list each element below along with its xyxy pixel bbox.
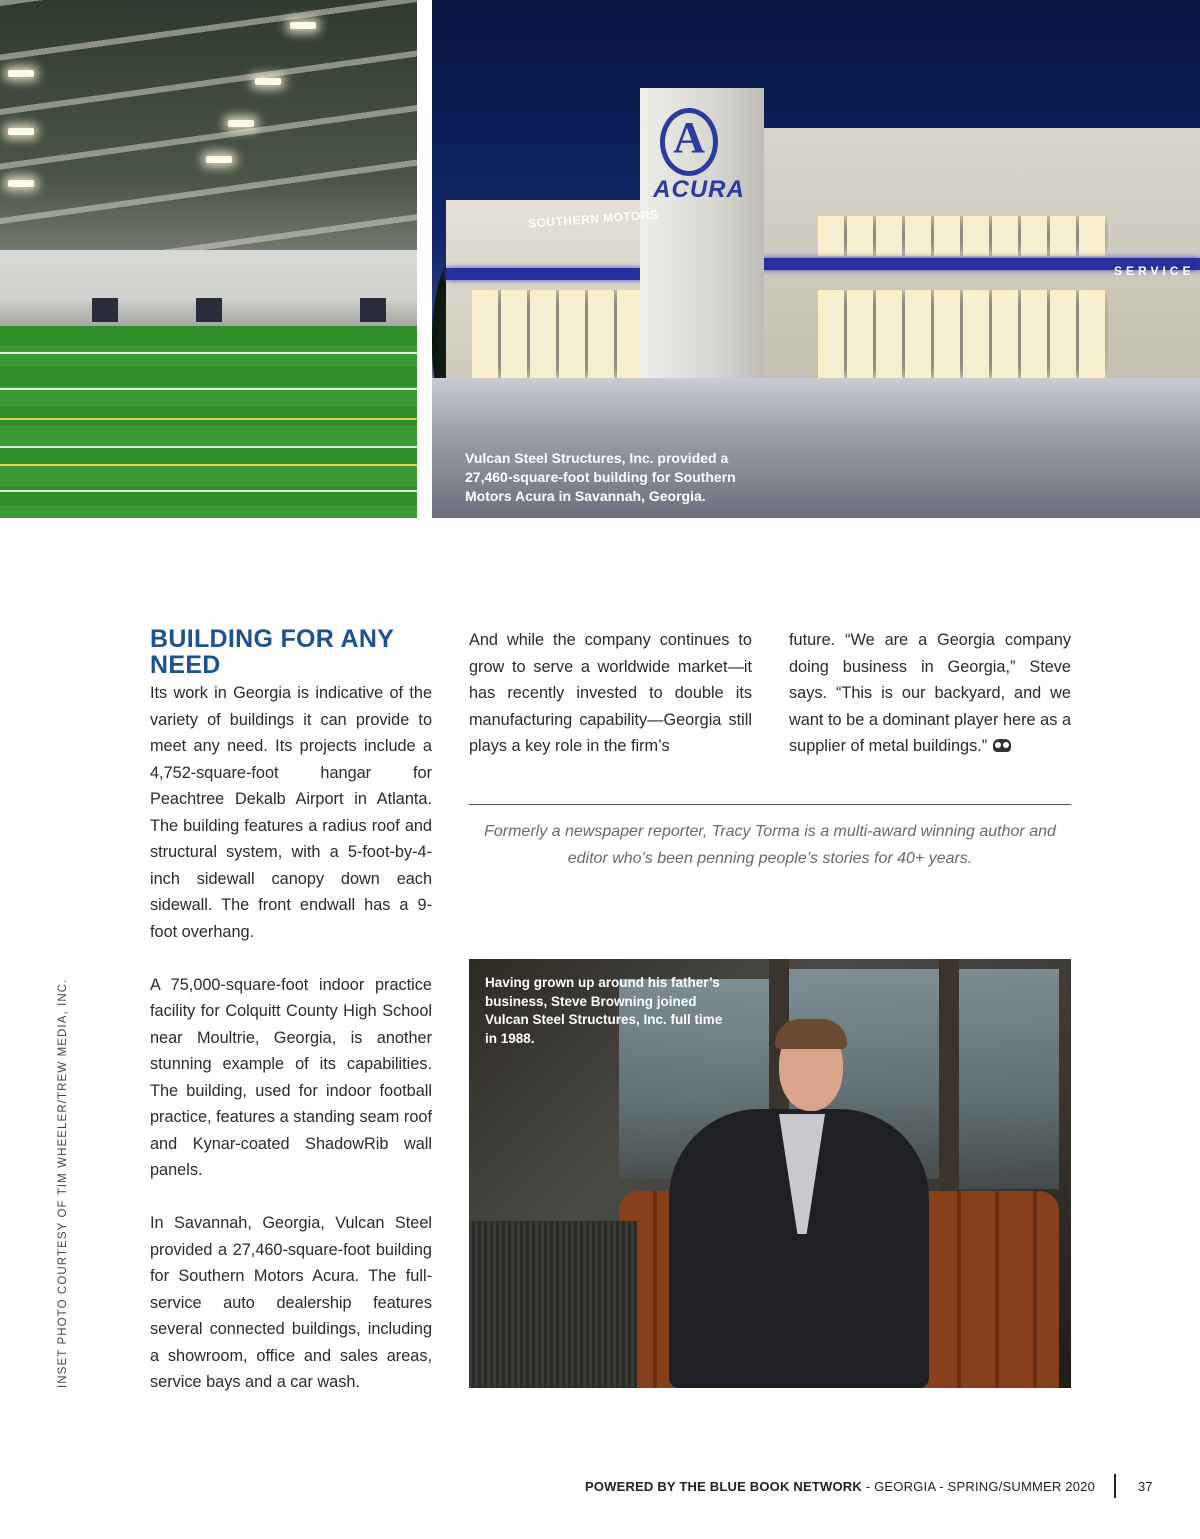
showroom-windows (818, 290, 1108, 378)
upper-windows (818, 216, 1108, 256)
footer-publication: POWERED BY THE BLUE BOOK NETWORK (584, 1479, 862, 1494)
portrait-photo (469, 959, 1071, 1388)
window (959, 969, 1059, 1189)
photo-credit: INSET PHOTO COURTESY OF TIM WHEELER/TREW MEDIA, INC. (57, 978, 69, 1388)
service-sign: SERVICE (1114, 264, 1195, 278)
divider (469, 804, 1071, 805)
turf-field (0, 326, 417, 518)
paragraph-text: future. “We are a Georgia company doing business in Georgia,” Steve says. “This is our backyard, and we want to be a dominant player here as a supplier of metal buildings.” (789, 631, 1071, 755)
footer-divider (1114, 1474, 1116, 1498)
paragraph (789, 627, 1071, 760)
section-heading: BUILDING FOR ANY NEED (150, 625, 394, 679)
showroom-windows (472, 290, 642, 378)
article-column-2 (469, 627, 752, 760)
ceiling-light (8, 70, 34, 77)
article-column-1 (150, 680, 432, 1396)
article-column-3 (789, 627, 1071, 760)
author-bio: Formerly a newspaper reporter, Tracy Torma is a multi-award winning author and editor who’s been penning people’s stories for 40+ years. (484, 823, 1056, 867)
door (92, 298, 118, 322)
air-conditioner-unit (469, 1221, 637, 1388)
dealership-photo (432, 0, 1200, 518)
door (196, 298, 222, 322)
paragraph: And while the company continues to grow to serve a worldwide market—it has recently invested to double its manufacturing capability—Georgia still plays a key role in the firm’s (469, 631, 752, 755)
dealership-caption: Vulcan Steel Structures, Inc. provided a 27,460-square-foot building for Southern Motors Acura in Savannah, Georgia. (465, 450, 736, 504)
paragraph: Its work in Georgia is indicative of the variety of buildings it can provide to meet any need. Its projects include a 4,752-square-foot hangar for Peachtree Dekalb Airport in Atlanta. The building features a radius roof and structural system, with a 5-foot-by-4-inch sidewall canopy down each sidewall. The front endwall has a 9-foot overhang. (150, 684, 432, 941)
paragraph: In Savannah, Georgia, Vulcan Steel provided a 27,460-square-foot building for Southern Motors Acura. The full-service auto dealership features several connected buildings, including a showroom, office and sales areas, service bays and a car wash. (150, 1214, 432, 1391)
man-hair (775, 1019, 847, 1049)
ceiling-light (8, 180, 34, 187)
door (360, 298, 386, 322)
page-number: 37 (1138, 1479, 1153, 1494)
ceiling-light (290, 22, 316, 29)
yard-line (0, 388, 417, 390)
owl-icon (993, 739, 1011, 752)
indoor-practice-facility-photo (0, 0, 417, 518)
window-frame (939, 959, 959, 1199)
yard-line (0, 446, 417, 448)
yard-line (0, 352, 417, 354)
footer (585, 1479, 1095, 1494)
dealer-sign: SOUTHERN MOTORS (527, 207, 659, 231)
yard-line (0, 464, 417, 466)
brand-sign: ACURA (653, 176, 745, 203)
yard-line (0, 490, 417, 492)
portrait-caption: Having grown up around his father’s business, Steve Browning joined Vulcan Steel Structures, Inc. full time in 1988. (485, 975, 723, 1046)
ceiling-light (206, 156, 232, 163)
blue-accent-band (446, 268, 646, 280)
ceiling-light (255, 78, 281, 85)
ceiling-light (8, 128, 34, 135)
yard-line (0, 418, 417, 420)
footer-edition: - GEORGIA - SPRING/SUMMER 2020 (861, 1479, 1095, 1494)
paragraph: A 75,000-square-foot indoor practice facility for Colquitt County High School near Moultrie, Georgia, is another stunning example of its capabilities. The building, used for indoor football practice, features a standing seam roof and Kynar-coated ShadowRib wall panels. (150, 975, 432, 1179)
acura-logo-letter: A (673, 113, 705, 162)
ceiling-light (228, 120, 254, 127)
